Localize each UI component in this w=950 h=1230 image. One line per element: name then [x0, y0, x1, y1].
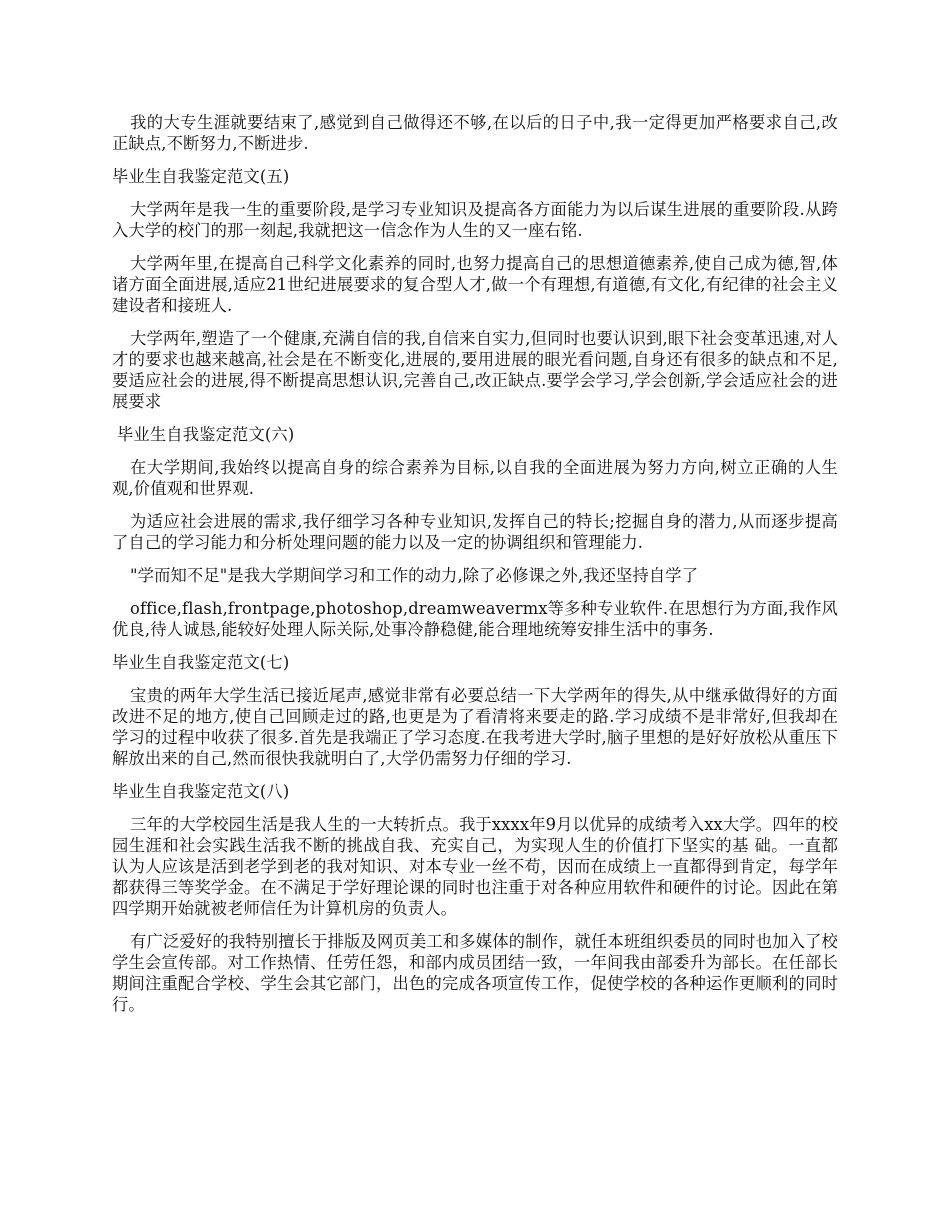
- paragraph: 我的大专生涯就要结束了,感觉到自己做得还不够,在以后的日子中,我一定得更加严格要求自己,改正缺点,不断努力,不断进步.: [112, 113, 838, 153]
- paragraph: 在大学期间,我始终以提高自身的综合素养为目标,以自我的全面进展为努力方向,树立正确的人生观,价值观和世界观.: [112, 458, 838, 498]
- paragraph: office,flash,frontpage,photoshop,dreamweavermx等多种专业软件.在思想行为方面,我作风优良,待人诚恳,能较好处理人际关际,处事冷静稳健,能合理地统筹安排生活中的事务.: [112, 599, 838, 639]
- section-heading: 毕业生自我鉴定范文(七): [112, 653, 290, 672]
- paragraph: 有广泛爱好的我特别擅长于排版及网页美工和多媒体的制作，就任本班组织委员的同时也加入了校学生会宣传部。对工作热情、任劳任怨，和部内成员团结一致，一年间我由部委升为部长。在任部长期间注重配合学校、学生会其它部门，出色的完成各项宣传工作，促使学校的各种运作更顺利的同时行。: [112, 932, 838, 1014]
- paragraph: 大学两年里,在提高自己科学文化素养的同时,也努力提高自己的思想道德素养,使自己成为德,智,体诸方面全面进展,适应21世纪进展要求的复合型人才,做一个有理想,有道德,有文化,有纪律的社会主义建设者和接班人.: [112, 254, 838, 315]
- paragraph: 三年的大学校园生活是我人生的一大转折点。我于xxxx年9月以优异的成绩考入xx大学。四年的校园生涯和社会实践生活我不断的挑战自我、充实自己，为实现人生的价值打下坚实的基 础。一直都认为人应该是活到老学到老的我对知识、对本专业一丝不苟，因而在成绩上一直都得到肯定，每学年都获得三等奖学金。在不满足于学好理论课的同时也注重于对各种应用软件和硬件的讨论。因此在第四学期开始就被老师信任为计算机房的负责人。: [112, 815, 838, 918]
- paragraph: 为适应社会进展的需求,我仔细学习各种专业知识,发挥自己的特长;挖掘自身的潜力,从而逐步提高了自己的学习能力和分析处理问题的能力以及一定的协调组织和管理能力.: [112, 512, 838, 552]
- section-heading: 毕业生自我鉴定范文(六): [117, 425, 295, 444]
- paragraph: 大学两年是我一生的重要阶段,是学习专业知识及提高各方面能力为以后谋生进展的重要阶段.从跨入大学的校门的那一刻起,我就把这一信念作为人生的又一座右铭.: [112, 200, 838, 240]
- paragraph: 宝贵的两年大学生活已接近尾声,感觉非常有必要总结一下大学两年的得失,从中继承做得好的方面改进不足的地方,使自己回顾走过的路,也更是为了看清将来要走的路.学习成绩不是非常好,但我却在学习的过程中收获了很多.首先是我端正了学习态度.在我考进大学时,脑子里想的是好好放松从重压下解放出来的自己,然而很快我就明白了,大学仍需努力仔细的学习.: [112, 686, 838, 768]
- paragraph: 大学两年,塑造了一个健康,充满自信的我,自信来自实力,但同时也要认识到,眼下社会变革迅速,对人才的要求也越来越高,社会是在不断变化,进展的,要用进展的眼光看问题,自身还有很多的缺点和不足,要适应社会的进展,得不断提高思想认识,完善自己,改正缺点.要学会学习,学会创新,学会适应社会的进展要求: [112, 329, 838, 411]
- document-page: [112, 112, 838, 1015]
- section-heading: 毕业生自我鉴定范文(五): [112, 167, 290, 186]
- paragraph: "学而知不足"是我大学期间学习和工作的动力,除了必修课之外,我还坚持自学了: [130, 566, 699, 585]
- section-heading: 毕业生自我鉴定范文(八): [112, 782, 290, 801]
